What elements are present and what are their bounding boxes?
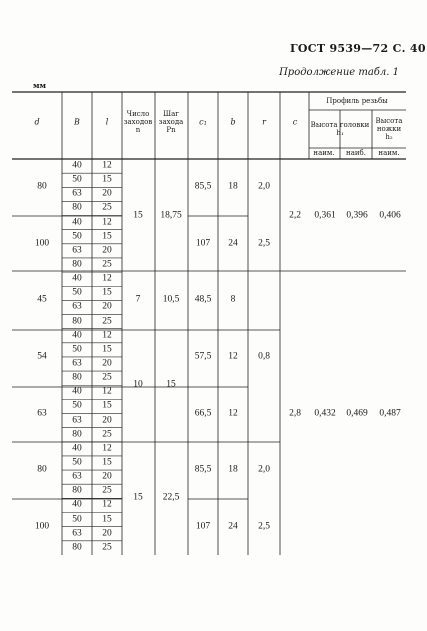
cell-l: 20	[102, 358, 112, 369]
cell-pn: 10,5	[162, 294, 180, 305]
cell-d: 80	[37, 181, 47, 192]
cell-h1-min: 0,432	[314, 407, 336, 418]
header-lead: Шаг захода Pn	[158, 109, 184, 135]
cell-c1: 57,5	[194, 351, 212, 362]
cell-l: 12	[102, 160, 112, 171]
cell-c1: 85,5	[194, 464, 212, 475]
cell-l: 15	[102, 400, 112, 411]
cell-b: 50	[72, 344, 82, 355]
cell-b: 40	[72, 499, 82, 510]
cell-l: 20	[102, 245, 112, 256]
cell-b: 63	[72, 188, 82, 199]
cell-h1-max: 0,396	[346, 209, 368, 220]
cell-d: 54	[37, 351, 47, 362]
header-thread-starts: Число заходов n	[123, 109, 153, 135]
header-min-2: наим.	[378, 148, 400, 157]
cell-l: 12	[102, 443, 112, 454]
header-thread-profile: Профиль резьбы	[326, 96, 388, 105]
cell-b: 63	[72, 301, 82, 312]
cell-b: 80	[72, 428, 82, 439]
header-b-small: b	[230, 117, 236, 127]
cell-b: 63	[72, 471, 82, 482]
cell-n: 15	[133, 492, 143, 503]
cell-b-small: 24	[228, 238, 238, 249]
header-l: l	[105, 117, 109, 127]
cell-l: 15	[102, 344, 112, 355]
cell-r: 2,0	[258, 181, 270, 192]
cell-l: 20	[102, 188, 112, 199]
cell-b-small: 18	[228, 181, 238, 192]
cell-l: 25	[102, 372, 112, 383]
cell-b: 80	[72, 485, 82, 496]
header-r: r	[262, 117, 266, 127]
cell-b: 40	[72, 443, 82, 454]
cell-b: 50	[72, 231, 82, 242]
cell-r: 0,8	[258, 351, 270, 362]
cell-l: 12	[102, 499, 112, 510]
page-header: ГОСТ 9539—72 С. 40	[290, 42, 426, 55]
cell-l: 20	[102, 471, 112, 482]
cell-b: 63	[72, 414, 82, 425]
cell-l: 15	[102, 457, 112, 468]
cell-b: 80	[72, 315, 82, 326]
cell-c: 2,2	[289, 209, 301, 220]
cell-l: 15	[102, 231, 112, 242]
cell-b-small: 18	[228, 464, 238, 475]
table-continuation-caption: Продолжение табл. 1	[279, 67, 399, 78]
cell-l: 25	[102, 259, 112, 270]
cell-b: 50	[72, 457, 82, 468]
cell-l: 25	[102, 485, 112, 496]
cell-h1-min: 0,361	[314, 209, 336, 220]
cell-d: 45	[37, 294, 47, 305]
header-max: наиб.	[346, 148, 366, 157]
header-min-1: наим.	[313, 148, 335, 157]
cell-b: 63	[72, 527, 82, 538]
cell-l: 20	[102, 527, 112, 538]
cell-b: 50	[72, 174, 82, 185]
cell-l: 15	[102, 174, 112, 185]
cell-b-small: 12	[228, 351, 238, 362]
cell-pn: 15	[166, 379, 176, 390]
cell-b-small: 8	[230, 294, 236, 305]
cell-d: 100	[34, 238, 50, 249]
cell-n: 7	[135, 294, 141, 305]
cell-c: 2,8	[289, 407, 301, 418]
cell-b: 63	[72, 358, 82, 369]
cell-b: 80	[72, 202, 82, 213]
cell-l: 12	[102, 386, 112, 397]
cell-b: 40	[72, 386, 82, 397]
cell-b: 40	[72, 273, 82, 284]
cell-h2-min: 0,487	[379, 407, 401, 418]
cell-n: 10	[133, 379, 143, 390]
cell-r: 2,5	[258, 520, 270, 531]
header-addendum: Высота головки h₁	[310, 120, 370, 137]
cell-r: 2,0	[258, 464, 270, 475]
cell-b: 40	[72, 330, 82, 340]
cell-c1: 107	[195, 238, 211, 249]
cell-b: 63	[72, 245, 82, 256]
cell-l: 12	[102, 273, 112, 284]
cell-l: 20	[102, 414, 112, 425]
header-c1: c₁	[199, 117, 207, 127]
cell-b: 80	[72, 542, 82, 553]
cell-b-small: 24	[228, 520, 238, 531]
cell-n: 15	[133, 209, 143, 220]
cell-r: 2,5	[258, 238, 270, 249]
cell-c1: 107	[195, 520, 211, 531]
cell-d: 63	[37, 407, 47, 418]
header-b: B	[74, 117, 80, 127]
cell-l: 12	[102, 216, 112, 227]
cell-b: 50	[72, 400, 82, 411]
cell-l: 25	[102, 542, 112, 553]
cell-l: 25	[102, 202, 112, 213]
header-c: c	[292, 117, 298, 127]
cell-b: 80	[72, 259, 82, 270]
cell-l: 25	[102, 428, 112, 439]
header-dedendum: Высота ножки h₂	[375, 116, 403, 142]
cell-c1: 48,5	[194, 294, 212, 305]
cell-l: 15	[102, 513, 112, 524]
cell-b: 80	[72, 372, 82, 383]
cell-b: 50	[72, 513, 82, 524]
cell-l: 25	[102, 315, 112, 326]
cell-h1-max: 0,469	[346, 407, 368, 418]
cell-d: 80	[37, 464, 47, 475]
cell-l: 12	[102, 330, 112, 340]
header-d: d	[34, 117, 40, 127]
cell-pn: 22,5	[162, 492, 180, 503]
cell-c1: 66,5	[194, 407, 212, 418]
cell-c1: 85,5	[194, 181, 212, 192]
cell-l: 15	[102, 287, 112, 298]
cell-b: 40	[72, 160, 82, 171]
cell-l: 20	[102, 301, 112, 312]
unit-label: мм	[33, 81, 47, 90]
cell-b: 40	[72, 216, 82, 227]
cell-h2-min: 0,406	[379, 209, 401, 220]
cell-b: 50	[72, 287, 82, 298]
cell-b-small: 12	[228, 407, 238, 418]
cell-pn: 18,75	[160, 209, 182, 220]
cell-d: 100	[34, 520, 50, 531]
